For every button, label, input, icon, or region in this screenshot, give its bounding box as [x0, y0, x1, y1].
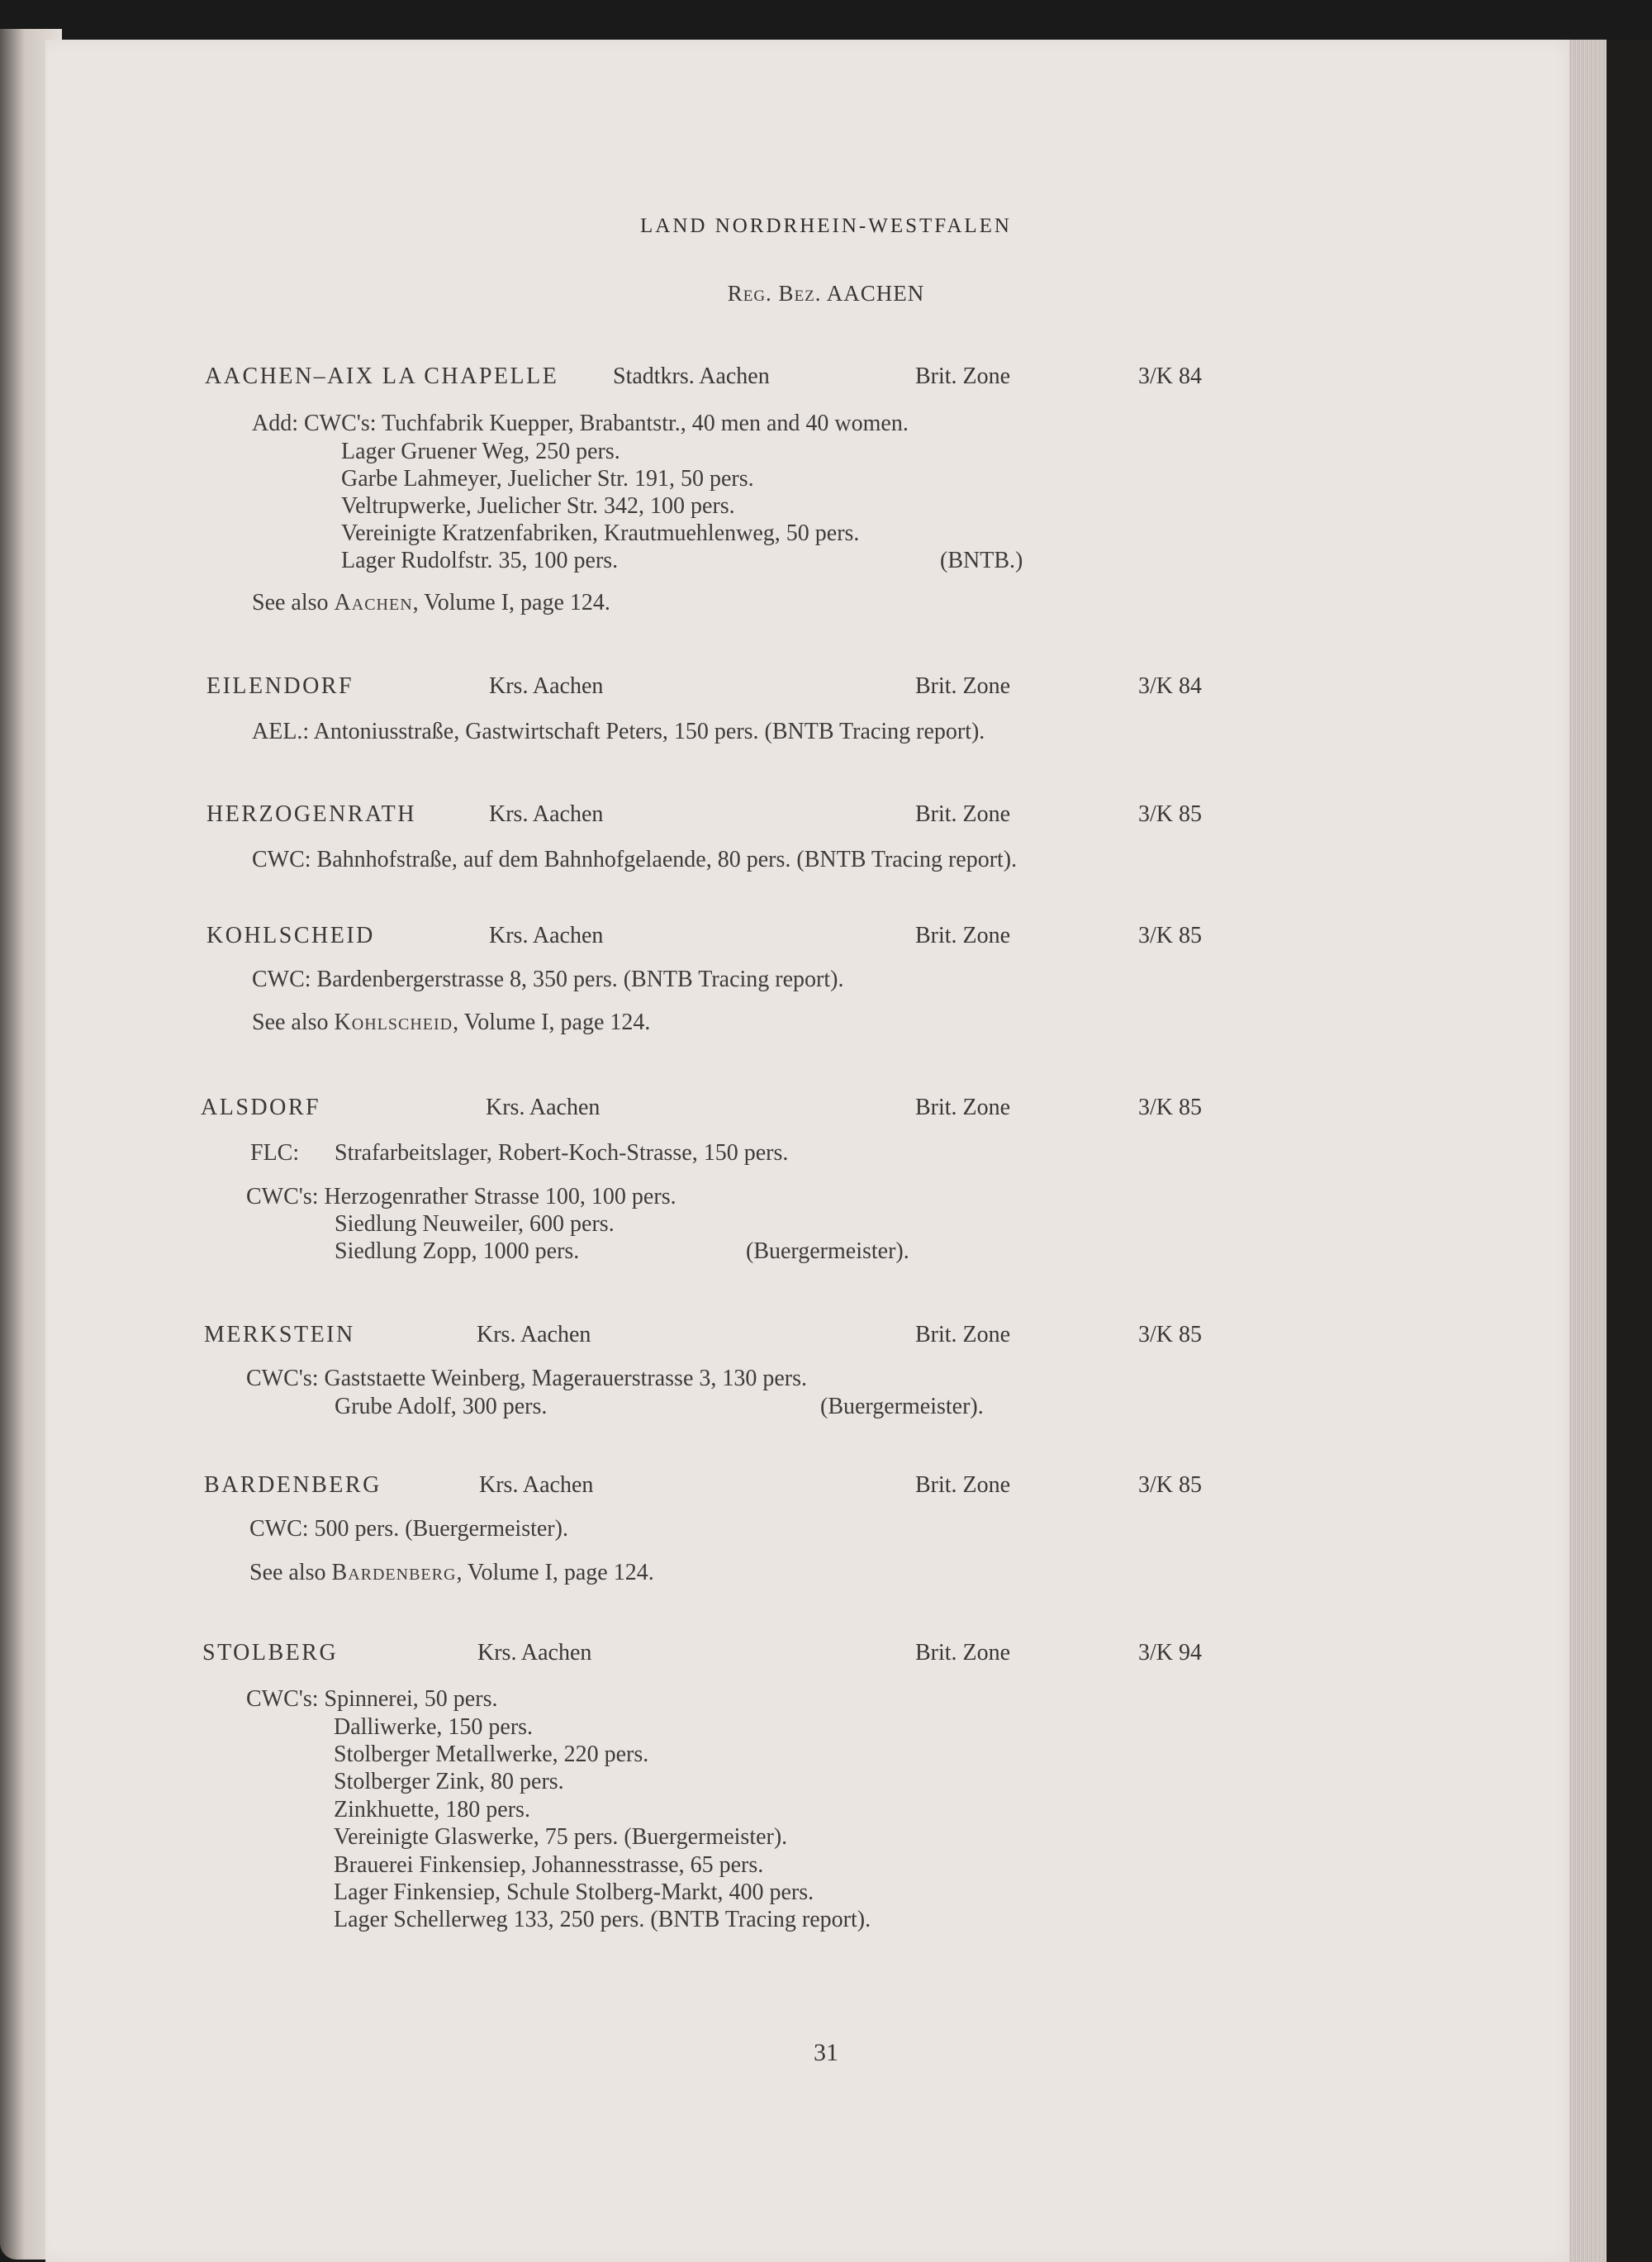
place-name: ALSDORF [201, 1095, 321, 1120]
map-ref: 3/K 84 [1138, 364, 1202, 389]
page-heading: LAND NORDRHEIN-WESTFALEN [640, 215, 1012, 237]
entry-line: CWC: Bardenbergerstrasse 8, 350 pers. (BNTB Tracing report). [252, 967, 844, 992]
zone: Brit. Zone [915, 801, 1011, 827]
map-ref: 3/K 85 [1138, 801, 1202, 827]
source-note: (BNTB.) [940, 548, 1023, 573]
entry-line: Stolberger Zink, 80 pers. [334, 1769, 564, 1794]
entry-line: CWC's: Spinnerei, 50 pers. [246, 1686, 498, 1712]
see-also: See also Bardenberg, Volume I, page 124. [249, 1560, 654, 1585]
entry-line: Brauerei Finkensiep, Johannesstrasse, 65 pers. [334, 1852, 764, 1878]
entry-line: CWC's: Gaststaette Weinberg, Magerauerstrasse 3, 130 pers. [246, 1366, 808, 1391]
map-ref: 3/K 85 [1138, 1322, 1202, 1347]
district: Krs. Aachen [477, 1640, 592, 1666]
district: Krs. Aachen [477, 1322, 591, 1347]
entry-line: Siedlung Zopp, 1000 pers. [335, 1238, 580, 1264]
entry-line: Strafarbeitslager, Robert-Koch-Strasse, 150 pers. [335, 1140, 789, 1166]
entry-line: Lager Finkensiep, Schule Stolberg-Markt, 400 pers. [334, 1879, 814, 1905]
zone: Brit. Zone [915, 1472, 1011, 1498]
region-subheading: Reg. Bez. AACHEN [727, 281, 925, 306]
district: Stadtkrs. Aachen [613, 364, 770, 389]
map-ref: 3/K 84 [1138, 673, 1202, 699]
entry-line: Vereinigte Kratzenfabriken, Krautmuehlenweg, 50 pers. [341, 520, 860, 546]
place-name: KOHLSCHEID [206, 923, 375, 948]
district: Krs. Aachen [486, 1095, 601, 1120]
zone: Brit. Zone [915, 1640, 1011, 1666]
entry-line: Add: CWC's: Tuchfabrik Kuepper, Brabantstr., 40 men and 40 women. [252, 411, 909, 436]
entry-line: Veltrupwerke, Juelicher Str. 342, 100 pers. [341, 493, 735, 519]
entry-line: Lager Schellerweg 133, 250 pers. (BNTB Tracing report). [334, 1907, 871, 1932]
page-number: 31 [814, 2039, 838, 2066]
place-name: AACHEN–AIX LA CHAPELLE [205, 364, 559, 389]
zone: Brit. Zone [915, 364, 1011, 389]
place-name: STOLBERG [202, 1640, 339, 1666]
zone: Brit. Zone [915, 1322, 1011, 1347]
entry-line: Siedlung Neuweiler, 600 pers. [335, 1211, 615, 1237]
see-also: See also Aachen, Volume I, page 124. [252, 590, 610, 615]
entry-line: FLC: [250, 1140, 300, 1166]
entry-line: Vereinigte Glaswerke, 75 pers. (Buergermeister). [334, 1824, 788, 1850]
entry-line: Stolberger Metallwerke, 220 pers. [334, 1742, 649, 1767]
entry-line: Lager Gruener Weg, 250 pers. [341, 439, 620, 464]
entry-line: Zinkhuette, 180 pers. [334, 1797, 530, 1822]
entry-line: AEL.: Antoniusstraße, Gastwirtschaft Peters, 150 pers. (BNTB Tracing report). [252, 719, 985, 744]
entry-line: CWC: Bahnhofstraße, auf dem Bahnhofgelaende, 80 pers. (BNTB Tracing report). [252, 847, 1018, 872]
place-name: HERZOGENRATH [206, 801, 416, 827]
map-ref: 3/K 94 [1138, 1640, 1202, 1666]
map-ref: 3/K 85 [1138, 1472, 1202, 1498]
place-name: BARDENBERG [204, 1472, 382, 1498]
district: Krs. Aachen [479, 1472, 594, 1498]
see-also: See also Kohlscheid, Volume I, page 124. [252, 1010, 651, 1035]
background-right [1607, 40, 1652, 2262]
zone: Brit. Zone [915, 923, 1011, 948]
entry-line: CWC's: Herzogenrather Strasse 100, 100 pers. [246, 1184, 676, 1209]
page-stack-edge [1569, 40, 1607, 2262]
source-note: (Buergermeister). [820, 1394, 984, 1419]
entry-line: Dalliwerke, 150 pers. [334, 1714, 534, 1740]
district: Krs. Aachen [489, 923, 604, 948]
place-name: EILENDORF [206, 673, 354, 699]
entry-line: CWC: 500 pers. (Buergermeister). [249, 1516, 568, 1542]
district: Krs. Aachen [489, 673, 604, 699]
map-ref: 3/K 85 [1138, 923, 1202, 948]
zone: Brit. Zone [915, 673, 1011, 699]
zone: Brit. Zone [915, 1095, 1011, 1120]
place-name: MERKSTEIN [204, 1322, 355, 1347]
entry-line: Garbe Lahmeyer, Juelicher Str. 191, 50 pers. [341, 466, 754, 492]
map-ref: 3/K 85 [1138, 1095, 1202, 1120]
district: Krs. Aachen [489, 801, 604, 827]
entry-line: Lager Rudolfstr. 35, 100 pers. [341, 548, 619, 573]
source-note: (Buergermeister). [746, 1238, 909, 1264]
entry-line: Grube Adolf, 300 pers. [335, 1394, 548, 1419]
